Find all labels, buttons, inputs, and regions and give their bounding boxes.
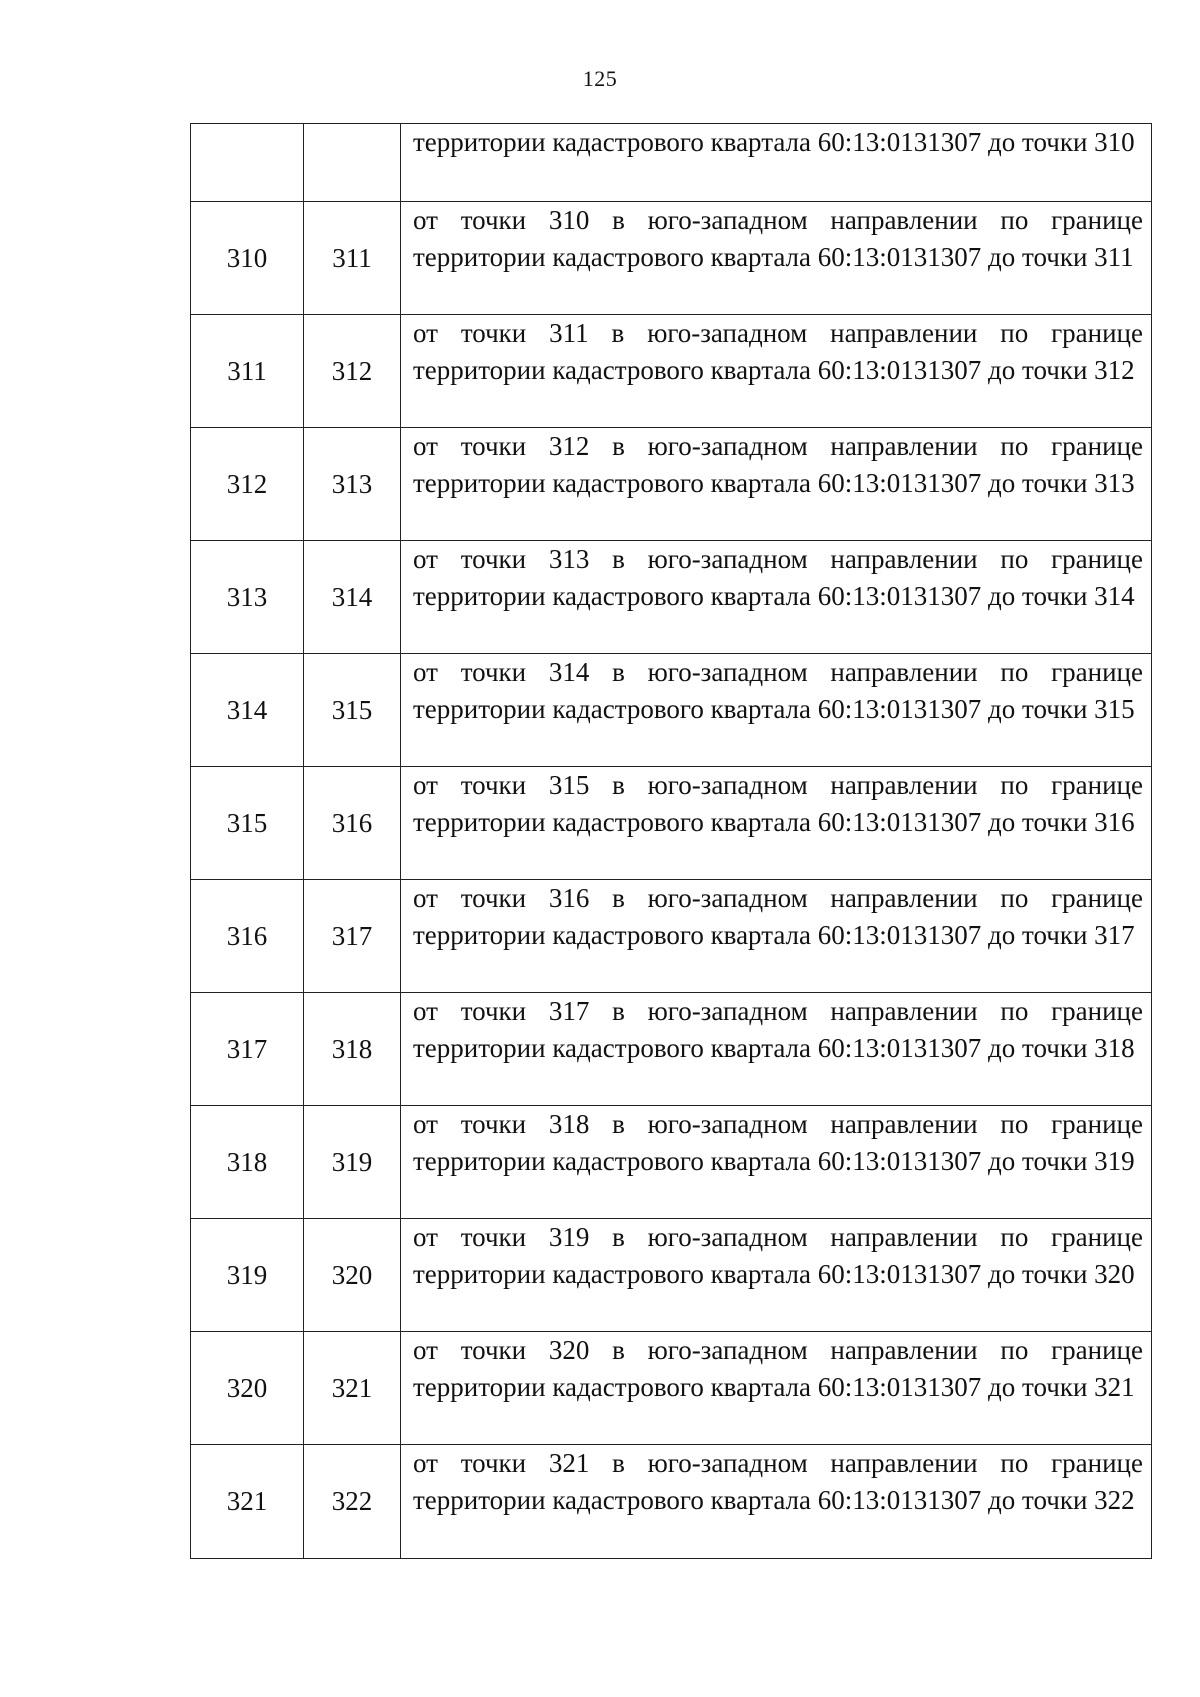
- to-point-cell: 311: [304, 202, 401, 315]
- description-cell: от точки 317 в юго-западном направлении по границе территории кадастрового квартала 60:13:0131307 до точки 318: [401, 993, 1152, 1106]
- description-cell: от точки 312 в юго-западном направлении по границе территории кадастрового квартала 60:13:0131307 до точки 313: [401, 428, 1152, 541]
- to-point-cell: 320: [304, 1219, 401, 1332]
- table-row: [191, 1445, 1152, 1559]
- description-cell: от точки 314 в юго-западном направлении по границе территории кадастрового квартала 60:13:0131307 до точки 315: [401, 654, 1152, 767]
- from-point-cell: 320: [191, 1332, 304, 1445]
- to-point-cell: 322: [304, 1445, 401, 1559]
- to-point-cell: 312: [304, 315, 401, 428]
- description-cell: от точки 318 в юго-западном направлении по границе территории кадастрового квартала 60:13:0131307 до точки 319: [401, 1106, 1152, 1219]
- description-cell: от точки 321 в юго-западном направлении по границе территории кадастрового квартала 60:13:0131307 до точки 322: [401, 1445, 1152, 1559]
- from-point-cell: 312: [191, 428, 304, 541]
- from-point-cell: 318: [191, 1106, 304, 1219]
- to-point-cell: 316: [304, 767, 401, 880]
- description-cell: от точки 319 в юго-западном направлении по границе территории кадастрового квартала 60:13:0131307 до точки 320: [401, 1219, 1152, 1332]
- table-row: [191, 880, 1152, 993]
- table-row: [191, 541, 1152, 654]
- table-row: [191, 654, 1152, 767]
- table-row: [191, 202, 1152, 315]
- description-cell: от точки 311 в юго-западном направлении по границе территории кадастрового квартала 60:13:0131307 до точки 312: [401, 315, 1152, 428]
- description-cell: от точки 315 в юго-западном направлении по границе территории кадастрового квартала 60:13:0131307 до точки 316: [401, 767, 1152, 880]
- to-point-cell: 321: [304, 1332, 401, 1445]
- from-point-cell: 315: [191, 767, 304, 880]
- description-cell: территории кадастрового квартала 60:13:0131307 до точки 310: [401, 124, 1152, 202]
- from-point-cell: [191, 124, 304, 202]
- table-row: [191, 1219, 1152, 1332]
- to-point-cell: 313: [304, 428, 401, 541]
- from-point-cell: 311: [191, 315, 304, 428]
- table-row: [191, 767, 1152, 880]
- to-point-cell: 314: [304, 541, 401, 654]
- table-row: [191, 1106, 1152, 1219]
- description-cell: от точки 316 в юго-западном направлении по границе территории кадастрового квартала 60:13:0131307 до точки 317: [401, 880, 1152, 993]
- description-cell: от точки 310 в юго-западном направлении по границе территории кадастрового квартала 60:13:0131307 до точки 311: [401, 202, 1152, 315]
- from-point-cell: 321: [191, 1445, 304, 1559]
- table-row: [191, 428, 1152, 541]
- from-point-cell: 314: [191, 654, 304, 767]
- from-point-cell: 310: [191, 202, 304, 315]
- table-row: [191, 315, 1152, 428]
- table-row: [191, 993, 1152, 1106]
- page-number: 125: [582, 66, 618, 91]
- table-row: [191, 1332, 1152, 1445]
- from-point-cell: 317: [191, 993, 304, 1106]
- table-row: [191, 124, 1152, 202]
- description-cell: от точки 313 в юго-западном направлении по границе территории кадастрового квартала 60:13:0131307 до точки 314: [401, 541, 1152, 654]
- to-point-cell: 317: [304, 880, 401, 993]
- to-point-cell: 318: [304, 993, 401, 1106]
- from-point-cell: 316: [191, 880, 304, 993]
- to-point-cell: 319: [304, 1106, 401, 1219]
- from-point-cell: 313: [191, 541, 304, 654]
- from-point-cell: 319: [191, 1219, 304, 1332]
- to-point-cell: 315: [304, 654, 401, 767]
- boundary-description-table: [190, 123, 1152, 1559]
- to-point-cell: [304, 124, 401, 202]
- description-cell: от точки 320 в юго-западном направлении по границе территории кадастрового квартала 60:13:0131307 до точки 321: [401, 1332, 1152, 1445]
